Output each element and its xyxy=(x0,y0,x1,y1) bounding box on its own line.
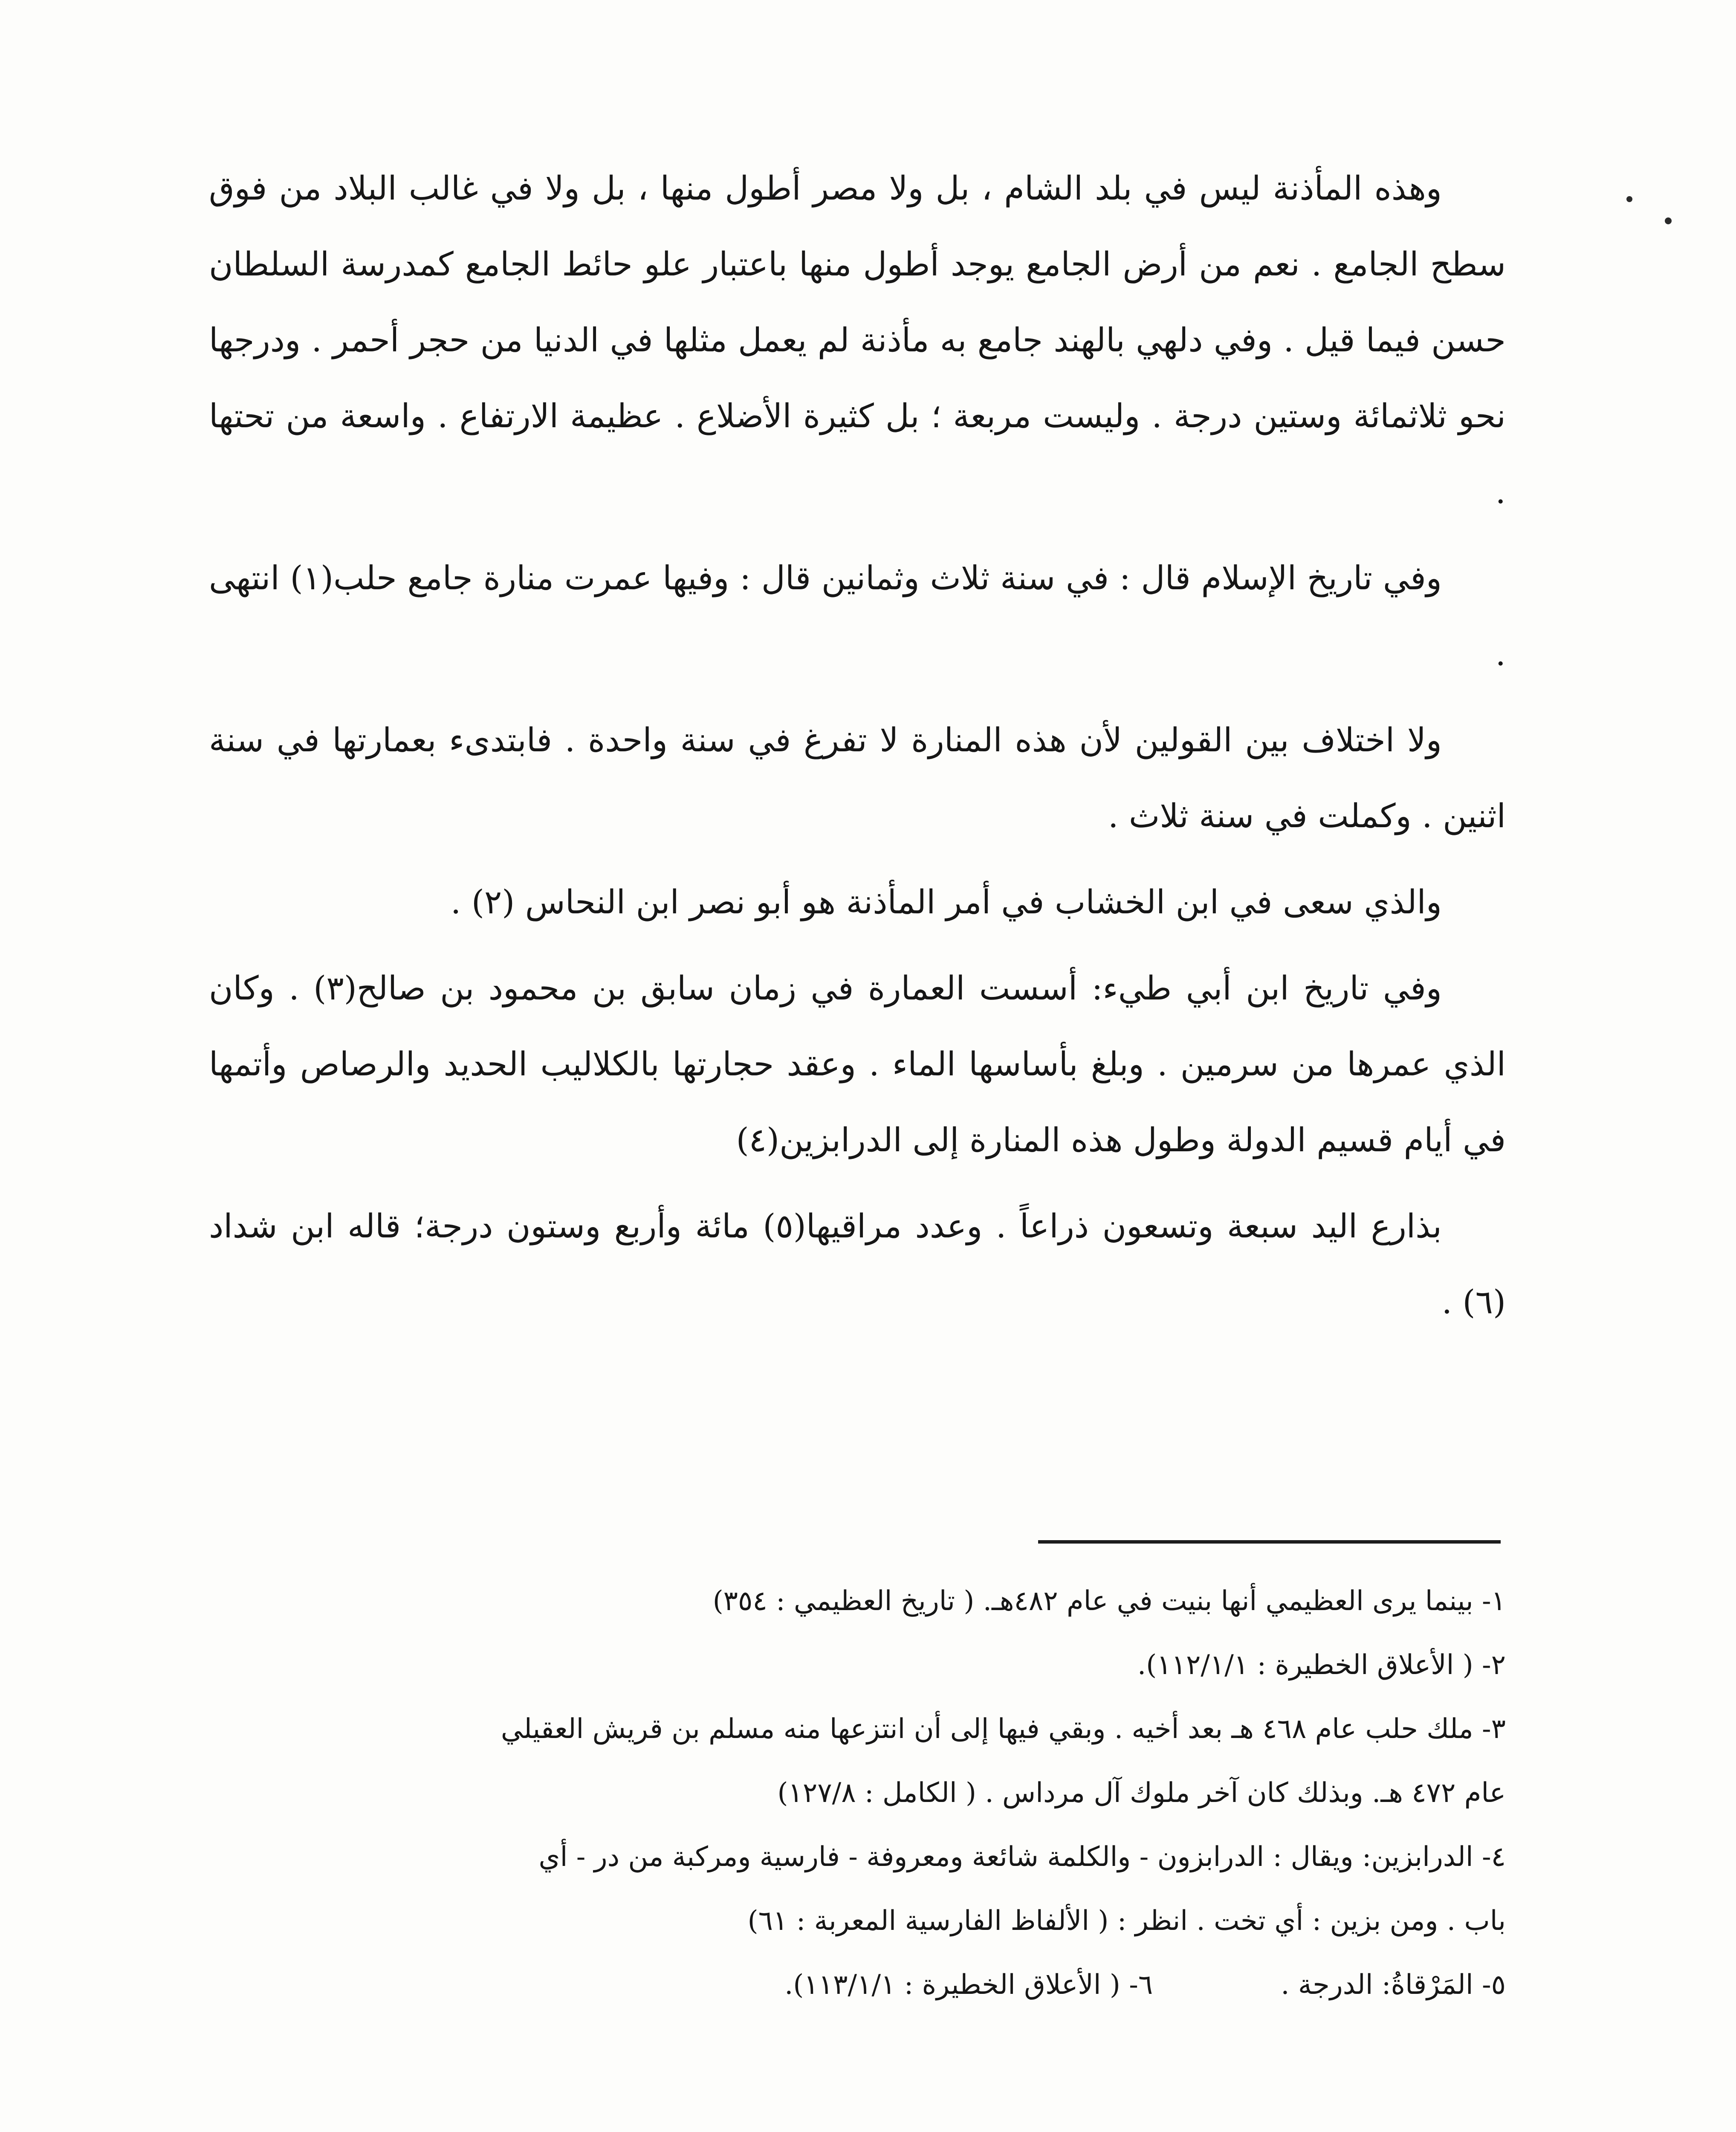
paragraph-4 xyxy=(209,865,1506,941)
footnotes xyxy=(260,1569,1506,2017)
main-text xyxy=(209,141,1506,1341)
scan-speck xyxy=(1665,217,1672,224)
text-line: شداد (٦) . xyxy=(209,1208,1506,1321)
text-line: ولا اختلاف بين القولين لأن هذه المنارة لا تفرغ في سنة واحدة . فابتدىء بعمارتها في xyxy=(276,721,1442,759)
footnote-1: ١- بينما يرى العظيمي أنها بنيت في عام ٤٨٢هـ. ( تاريخ العظيمي : ٣٥٤) xyxy=(712,1585,1506,1617)
footnote-3: ٣- ملك حلب عام ٤٦٨ هـ بعد أخيه . وبقي فيها إلى أن انتزعها منه مسلم بن قريش العقيلي xyxy=(501,1713,1506,1745)
footnote-5: ٥- المَرْقاةُ: الدرجة . xyxy=(1281,1969,1506,2001)
text-line: حلب(١) انتهى . xyxy=(209,559,1506,673)
text-line: كمدرسة السلطان حسن فيما قيل . وفي دلهي بالهند جامع به مأذنة لم يعمل مثلها في الدنيا xyxy=(209,246,1506,359)
text-line: والذي سعى في ابن الخشاب في أمر المأذنة هو أبو نصر ابن النحاس (٢) . xyxy=(450,884,1442,921)
footnote-4: ٤- الدرابزين: ويقال : الدرابزون - والكلمة شائعة ومعروفة - فارسية ومركبة من در - أي xyxy=(538,1841,1506,1873)
footnote-5-6-row xyxy=(260,1953,1506,2017)
text-line: فوق سطح الجامع . نعم من أرض الجامع يوجد أطول منها باعتبار علو حائط الجامع xyxy=(209,170,1506,284)
text-line: وفي تاريخ ابن أبي طيء: أسست العمارة في زمان سابق بن محمود بن صالح(٣) . وكان xyxy=(209,970,1442,1008)
footnote-4-continued: باب . ومن بزين : أي تخت . انظر : ( الألفاظ الفارسية المعربة : ٦١) xyxy=(747,1905,1506,1937)
text-line: بذارع اليد سبعة وتسعون ذراعاً . وعدد مراقيها(٥) مائة وأربع وستون درجة؛ قاله ابن xyxy=(291,1208,1442,1246)
footnote-3-continued: عام ٤٧٢ هـ. وبذلك كان آخر ملوك آل مرداس . ( الكامل : ١٢٧/٨) xyxy=(777,1777,1506,1809)
paragraph-3 xyxy=(209,703,1506,855)
footnote-separator xyxy=(1038,1540,1501,1544)
paragraph-1 xyxy=(209,151,1506,530)
paragraph-2 xyxy=(209,541,1506,692)
text-line: الذي عمرها من سرمين . وبلغ بأساسها الماء . وعقد حجارتها بالكلاليب الحديد xyxy=(443,1046,1506,1083)
paragraph-6 xyxy=(209,1189,1506,1341)
text-line: وهذه المأذنة ليس في بلد الشام ، بل ولا مصر أطول منها ، بل ولا في غالب البلاد من xyxy=(279,170,1442,208)
footnote-2: ٢- ( الأعلاق الخطيرة : ١١٢/١/١). xyxy=(1137,1649,1506,1681)
text-line: وفي تاريخ الإسلام قال : في سنة ثلاث وثمانين قال : وفيها عمرت منارة جامع xyxy=(407,559,1442,597)
text-line: سنة اثنين . وكملت في سنة ثلاث . xyxy=(209,721,1506,835)
text-line: عظيمة الارتفاع . واسعة من تحتها . xyxy=(209,397,1506,511)
text-line: من حجر أحمر . ودرجها نحو ثلاثمائة وستين درجة . وليست مربعة ؛ بل كثيرة الأضلاع . xyxy=(209,322,1506,435)
text-line: والرصاص وأتمها في أيام قسيم الدولة وطول هذه المنارة إلى الدرابزين(٤) xyxy=(209,1046,1506,1159)
footnote-6: ٦- ( الأعلاق الخطيرة : ١١٣/١/١). xyxy=(784,1969,1153,2001)
paragraph-5 xyxy=(209,951,1506,1179)
scan-speck xyxy=(1626,196,1632,202)
